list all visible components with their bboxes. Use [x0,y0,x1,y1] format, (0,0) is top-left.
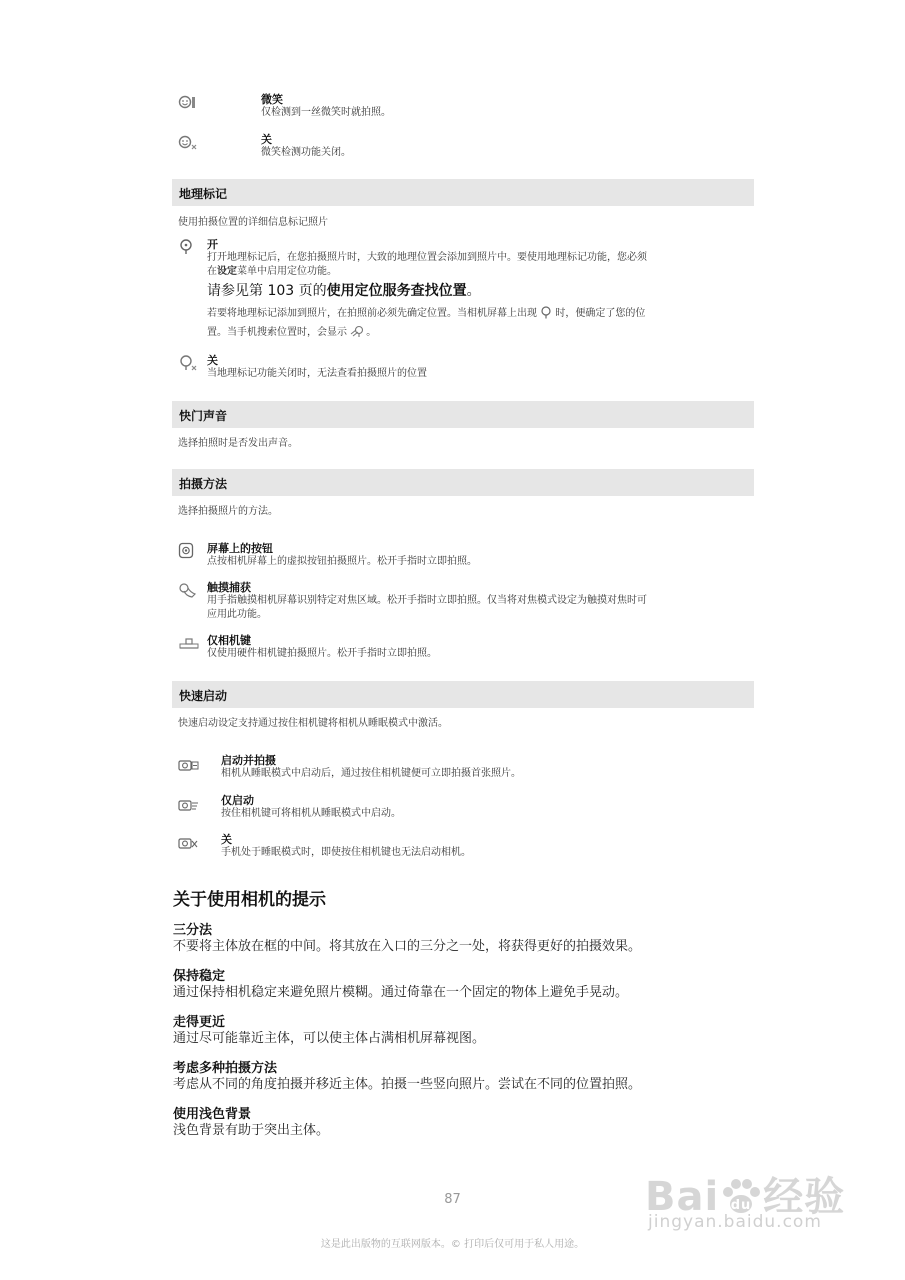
capture-item-title: 屏幕上的按钮 [207,542,273,555]
shutter-intro: 选择拍照时是否发出声音。 [178,438,298,449]
capture-item-title: 触摸捕获 [207,581,251,594]
geotag-on-desc-2 [207,265,337,279]
touch-capture-icon [178,582,200,600]
watermark-brand-cn: 经验 [763,1174,846,1220]
camera-key-icon [178,634,200,652]
geotag-on-title: 开 [207,238,218,251]
svg-text:du: du [730,1198,752,1213]
smile-off-icon [178,134,200,152]
capture-item-desc: 用手指触摸相机屏幕识别特定对焦区域。松开手指时立即拍照。仅当将对焦模式设定为触摸对焦时可 [207,595,647,606]
tip-desc: 不要将主体放在框的中间。将其放在入口的三分之一处，将获得更好的拍摄效果。 [173,939,642,954]
quick-item-desc: 相机从睡眠模式中启动后，通过按住相机键便可立即拍摄首张照片。 [221,768,521,779]
see-also-prefix: 请参见第 103 页的 [207,283,327,299]
tip-desc: 考虑从不同的角度拍摄并移近主体。拍摄一些竖向照片。尝试在不同的位置拍照。 [173,1077,642,1092]
geotag-on-desc-2-pre: 在 [207,266,217,277]
geotag-see-also [207,280,481,300]
smile-desc: 仅检测到一丝微笑时就拍照。 [261,107,391,118]
tip-title: 保持稳定 [173,969,226,984]
tip-title: 使用浅色背景 [173,1107,252,1122]
quick-item-desc: 手机处于睡眠模式时，即使按住相机键也无法启动相机。 [221,847,471,858]
launch-only-icon [178,796,200,814]
note-2-post: 。 [366,327,377,338]
capture-heading: 拍摄方法 [179,477,228,491]
quick-launch-off-icon [178,834,200,852]
position-found-icon [540,306,552,319]
capture-item-desc: 仅使用硬件相机键拍摄照片。松开手指时立即拍照。 [207,648,437,659]
capture-heading-bar [172,469,754,496]
quick-item-title: 关 [221,833,232,846]
geotag-on-icon [178,238,200,256]
quick-item-title: 仅启动 [221,794,254,807]
note-2-pre: 置。当手机搜索位置时，会显示 [207,327,347,338]
geotag-on-desc-2-post: 菜单中启用定位功能。 [237,266,337,277]
paw-icon [719,1176,763,1216]
location-services-link[interactable]: 使用定位服务查找位置 [326,283,467,299]
page-number: 87 [444,1192,461,1207]
geotag-on-desc-1: 打开地理标记后，在您拍摄照片时，大致的地理位置会添加到照片中。要使用地理标记功能，您必须 [207,252,647,263]
capture-item-title: 仅相机键 [207,634,251,647]
quick-heading-bar [172,681,754,708]
tip-title: 考虑多种拍摄方法 [173,1061,278,1076]
shutter-heading-bar [172,401,754,428]
tip-desc: 通过保持相机稳定来避免照片模糊。通过倚靠在一个固定的物体上避免手晃动。 [173,985,629,1000]
capture-item-desc: 点按相机屏幕上的虚拟按钮拍摄照片。松开手指时立即拍照。 [207,556,477,567]
tip-desc: 通过尽可能靠近主体，可以使主体占满相机屏幕视图。 [173,1031,486,1046]
tips-heading: 关于使用相机的提示 [173,890,326,910]
footer-notice: 这是此出版物的互联网版本。© 打印后仅可用于私人用途。 [320,1239,585,1250]
geotag-intro: 使用拍摄位置的详细信息标记照片 [178,217,328,228]
tip-desc: 浅色背景有助于突出主体。 [173,1123,330,1138]
settings-menu-ref: 设定 [217,266,237,277]
geotag-off-icon [178,354,200,372]
geotag-note-2 [207,325,376,340]
smile-off-title: 关 [261,133,272,146]
quick-item-title: 启动并拍摄 [221,754,276,767]
smile-detection-icon [178,94,200,112]
tip-title: 走得更近 [173,1015,226,1030]
quick-intro: 快速启动设定支持通过按住相机键将相机从睡眠模式中激活。 [178,718,448,729]
capture-intro: 选择拍摄照片的方法。 [178,506,278,517]
smile-off-desc: 微笑检测功能关闭。 [261,147,351,158]
shutter-heading: 快门声音 [179,409,228,423]
see-also-suffix: 。 [466,283,481,299]
geotag-heading: 地理标记 [179,187,228,201]
quick-item-desc: 按住相机键可将相机从睡眠模式中启动。 [221,808,401,819]
onscreen-button-icon [178,542,200,560]
watermark-url: jingyan.baidu.com [648,1212,822,1232]
smile-title: 微笑 [261,93,283,106]
capture-item-desc-cont: 应用此功能。 [207,609,267,620]
geotag-off-title: 关 [207,354,218,367]
quick-heading: 快速启动 [179,689,228,703]
geotag-off-desc: 当地理标记功能关闭时，无法查看拍摄照片的位置 [207,368,427,379]
geotag-heading-bar [172,179,754,206]
geotag-note-1 [207,306,645,321]
launch-and-capture-icon [178,756,200,774]
note-1-post: 时，便确定了您的位 [555,308,646,319]
tip-title: 三分法 [173,923,213,938]
note-1-pre: 若要将地理标记添加到照片，在拍照前必须先确定位置。当相机屏幕上出现 [207,308,537,319]
watermark-brand: Bai [645,1174,720,1220]
searching-position-icon [350,325,366,338]
